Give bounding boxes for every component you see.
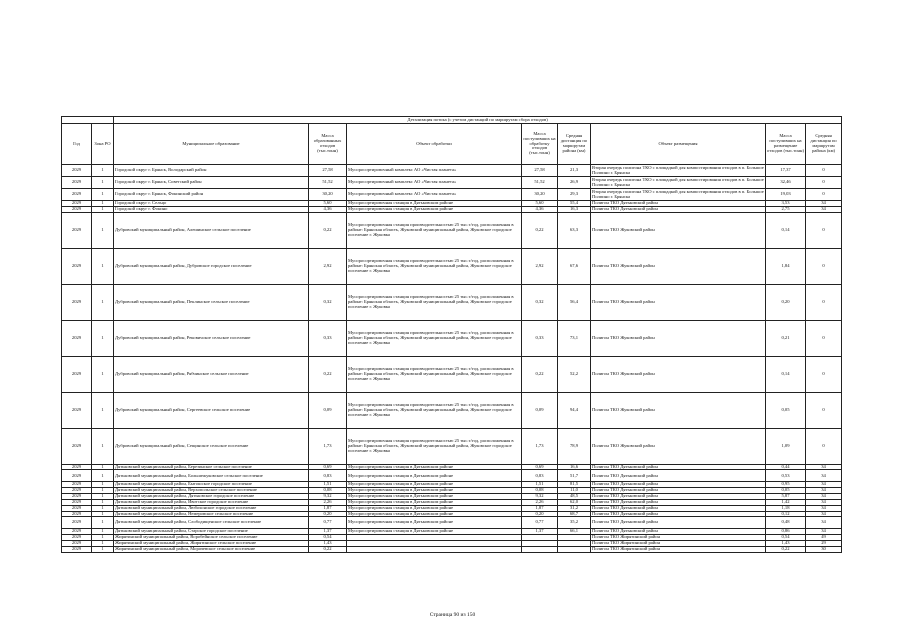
cell-municipality: Городской округ г. Брянск, Фокинский район [114, 189, 309, 201]
cell-zone: 1 [92, 165, 114, 177]
cell-year: 2029 [62, 517, 92, 529]
cell-avg-distance: 66,1 [558, 529, 591, 535]
cell-zone: 1 [92, 494, 114, 500]
cell-year: 2029 [62, 248, 92, 284]
cell-mass-processed: 51,52 [522, 177, 558, 189]
cell-avg-distance-2: 0 [806, 212, 842, 248]
cell-placement-object: Полигон ТКО Жуковский район [591, 428, 766, 464]
cell-year: 2029 [62, 546, 92, 552]
cell-processing-object: Мусоросортировочная станция в Дятьковском районе [347, 505, 522, 511]
cell-mass-placed: 0,22 [766, 546, 806, 552]
cell-avg-distance: 68,7 [558, 511, 591, 517]
cell-mass-placed: 0,95 [766, 482, 806, 488]
cell-mass-placed: 0,14 [766, 356, 806, 392]
cell-mass-formed: 2,92 [309, 248, 347, 284]
cell-avg-distance-2: 30 [806, 546, 842, 552]
cell-mass-formed: 1,43 [309, 540, 347, 546]
cell-mass-processed: 0,08 [522, 488, 558, 494]
cell-avg-distance-2: 34 [806, 482, 842, 488]
cell-mass-placed: 0,86 [766, 529, 806, 535]
cell-mass-formed: 27,58 [309, 165, 347, 177]
cell-municipality: Дубровский муниципальный район, Сещинское сельское поселение [114, 428, 309, 464]
table-row [62, 517, 842, 529]
cell-placement-object: Вторая очередь полигона ТКО с площадкой для компостирования отходов в п. Большое Полпино г. Брянска [592, 164, 764, 175]
cell-mass-processed: 30,20 [522, 189, 558, 201]
cell-municipality: Городской округ г. Фокино [114, 206, 309, 212]
page-number: Страница 90 из 150 [429, 612, 476, 618]
cell-processing-object: Мусоросортировочная станция производительностью 25 тыс.т/год, расположенная в районе: Брянская область, Жуковский муниципальный район, Жуковское городское поселение г. Жуковка [347, 392, 522, 428]
cell-municipality: Дятьковский муниципальный район, Бытошское городское поселение [114, 482, 309, 488]
cell-mass-placed: 1,43 [766, 540, 806, 546]
table-row [62, 212, 842, 248]
cell-zone: 1 [92, 320, 114, 356]
cell-avg-distance-2: 49 [806, 535, 842, 541]
cell-placement-object: Полигон ТКО Дятьковский район [591, 499, 766, 505]
cell-mass-formed: 0,32 [309, 284, 347, 320]
cell-zone: 1 [92, 535, 114, 541]
cell-placement-object: Полигон ТКО Дятьковский район [591, 482, 766, 488]
cell-year: 2029 [62, 482, 92, 488]
cell-zone: 1 [92, 540, 114, 546]
cell-municipality: Дятьковский муниципальный район, Березинское сельское поселение [114, 464, 309, 470]
cell-mass-processed: 0,69 [522, 464, 558, 470]
cell-zone: 1 [92, 201, 114, 207]
cell-zone: 1 [92, 248, 114, 284]
cell-year: 2029 [62, 320, 92, 356]
cell-mass-placed: 0,53 [766, 470, 806, 482]
cell-avg-distance: 21,3 [558, 165, 591, 177]
cell-year: 2029 [62, 464, 92, 470]
cell-placement-object: Полигон ТКО Жирятинский район [591, 540, 766, 546]
cell-mass-processed: 1,37 [522, 529, 558, 535]
cell-year: 2029 [62, 189, 92, 201]
cell-mass-formed: 0,22 [309, 546, 347, 552]
cell-avg-distance-2: 0 [806, 320, 842, 356]
cell-avg-distance-2: 0 [806, 356, 842, 392]
cell-avg-distance-2: 34 [806, 206, 842, 212]
cell-municipality: Городской округ г. Брянск, Володарский район [114, 165, 309, 177]
cell-mass-formed: 0,33 [309, 320, 347, 356]
cell-mass-processed: 1,51 [522, 482, 558, 488]
cell-zone: 1 [92, 470, 114, 482]
cell-mass-formed: 0,54 [309, 535, 347, 541]
table-row [62, 470, 842, 482]
cell-year: 2029 [62, 494, 92, 500]
cell-year: 2029 [62, 284, 92, 320]
cell-zone: 1 [92, 284, 114, 320]
cell-year: 2029 [62, 535, 92, 541]
cell-mass-processed: 0,22 [522, 356, 558, 392]
cell-avg-distance: 55,4 [558, 201, 591, 207]
cell-avg-distance-2: 0 [806, 248, 842, 284]
cell-mass-placed: 5,87 [766, 494, 806, 500]
cell-mass-processed: 0,20 [522, 511, 558, 517]
cell-municipality: Дятьковский муниципальный район, Верхопольское сельское поселение [114, 488, 309, 494]
cell-mass-processed: 0,77 [522, 517, 558, 529]
cell-processing-object: Мусоросортировочная станция в Дятьковском районе [347, 464, 522, 470]
cell-processing-object: Мусоросортировочная станция в Дятьковском районе [347, 488, 522, 494]
cell-avg-distance-2: 0 [806, 189, 842, 201]
table-row [62, 177, 842, 189]
cell-processing-object: Мусоросортировочный комплекс АО «Чистая планета» [347, 177, 522, 189]
cell-processing-object: Мусоросортировочная станция в Дятьковском районе [347, 482, 522, 488]
cell-processing-object: Мусоросортировочный комплекс АО «Чистая планета» [347, 189, 522, 201]
cell-avg-distance-2: 34 [806, 494, 842, 500]
cell-mass-formed: 1,37 [309, 529, 347, 535]
cell-municipality: Дятьковский муниципальный район, Дятьковское городское поселение [114, 494, 309, 500]
cell-avg-distance: 56,4 [558, 284, 591, 320]
cell-zone: 1 [92, 546, 114, 552]
cell-year: 2029 [62, 428, 92, 464]
cell-municipality: Дубровский муниципальный район, Алешинское сельское поселение [114, 212, 309, 248]
cell-municipality: Дубровский муниципальный район, Пеклинское сельское поселение [114, 284, 309, 320]
header-processing-object: Объект обработки [347, 124, 522, 165]
cell-year: 2029 [62, 177, 92, 189]
cell-mass-formed: 0,77 [309, 517, 347, 529]
cell-mass-placed: 0,05 [766, 488, 806, 494]
cell-mass-formed: 4,36 [309, 206, 347, 212]
cell-processing-object: Мусоросортировочная станция в Дятьковском районе [347, 529, 522, 535]
cell-mass-processed: 0,09 [522, 392, 558, 428]
cell-mass-processed: 2,92 [522, 248, 558, 284]
cell-zone: 1 [92, 464, 114, 470]
cell-placement-object: Полигон ТКО Дятьковский район [591, 517, 766, 529]
cell-avg-distance: 81,5 [558, 482, 591, 488]
cell-mass-placed: 0,44 [766, 464, 806, 470]
cell-municipality: Жирятинский муниципальный район, Воробейнское сельское поселение [114, 535, 309, 541]
cell-zone: 1 [92, 189, 114, 201]
cell-placement-object: Полигон ТКО Жирятинский район [591, 535, 766, 541]
cell-mass-formed: 51,52 [309, 177, 347, 189]
header-municipality: Муниципальное образование [114, 124, 309, 165]
cell-year: 2029 [62, 505, 92, 511]
header-year: Год [62, 124, 92, 165]
header-mass-formed: Масса образованных отходов (тыс.тонн) [309, 124, 347, 165]
cell-zone: 1 [92, 511, 114, 517]
cell-avg-distance: 11,0 [558, 488, 591, 494]
table-row [62, 392, 842, 428]
cell-mass-formed: 0,22 [309, 356, 347, 392]
cell-mass-formed: 0,22 [309, 212, 347, 248]
cell-mass-processed: 27,58 [522, 165, 558, 177]
cell-avg-distance: 73,1 [558, 320, 591, 356]
cell-placement-object: Полигон ТКО Дятьковский район [591, 505, 766, 511]
cell-zone: 1 [92, 517, 114, 529]
cell-zone: 1 [92, 488, 114, 494]
cell-avg-distance-2: 34 [806, 529, 842, 535]
cell-mass-placed: 32,46 [766, 177, 806, 189]
cell-mass-placed: 0,21 [766, 320, 806, 356]
cell-placement-object: Полигон ТКО Жирятинский район [591, 546, 766, 552]
cell-processing-object: Мусоросортировочная станция производительностью 25 тыс.т/год, расположенная в районе: Брянская область, Жуковский муниципальный район, Жуковское городское поселение г. Жуковка [347, 284, 522, 320]
cell-placement-object: Полигон ТКО Дятьковский район [591, 206, 766, 212]
cell-mass-processed: 1,73 [522, 428, 558, 464]
cell-year: 2029 [62, 511, 92, 517]
cell-mass-processed: 0,22 [522, 212, 558, 248]
cell-mass-formed: 30,20 [309, 189, 347, 201]
cell-avg-distance: 52,2 [558, 356, 591, 392]
cell-municipality: Дубровский муниципальный район, Дубровское городское поселение [114, 248, 309, 284]
cell-mass-formed: 1,51 [309, 482, 347, 488]
waste-flow-table [61, 116, 842, 553]
cell-mass-formed: 0,09 [309, 392, 347, 428]
cell-placement-object: Вторая очередь полигона ТКО с площадкой для компостирования отходов в п. Большое Полпино г. Брянска [592, 188, 764, 199]
cell-avg-distance-2: 0 [806, 177, 842, 189]
cell-zone: 1 [92, 529, 114, 535]
cell-year: 2029 [62, 356, 92, 392]
cell-municipality: Дятьковский муниципальный район, Большежуковское сельское поселение [114, 470, 309, 482]
cell-placement-object: Полигон ТКО Дятьковский район [591, 511, 766, 517]
cell-municipality: Дятьковский муниципальный район, Любохонское городское поселение [114, 505, 309, 511]
table-row [62, 248, 842, 284]
cell-avg-distance: 62,0 [558, 499, 591, 505]
cell-avg-distance: 31,2 [558, 505, 591, 511]
cell-placement-object: Полигон ТКО Дятьковский район [591, 470, 766, 482]
cell-year: 2029 [62, 529, 92, 535]
cell-zone: 1 [92, 482, 114, 488]
cell-processing-object: Мусоросортировочная станция в Дятьковском районе [347, 201, 522, 207]
header-avg-distance: Средняя дистанция по маршрутам района (км) [558, 124, 591, 165]
cell-mass-placed: 17,37 [766, 165, 806, 177]
cell-mass-processed: 0,83 [522, 470, 558, 482]
cell-avg-distance: 63,3 [558, 212, 591, 248]
cell-mass-placed: 3,53 [766, 201, 806, 207]
cell-mass-processed: 9,32 [522, 494, 558, 500]
cell-placement-object: Полигон ТКО Жуковский район [591, 212, 766, 248]
cell-mass-formed: 1,87 [309, 505, 347, 511]
cell-avg-distance-2: 0 [806, 165, 842, 177]
header-placement-object: Объект размещения [591, 124, 766, 165]
cell-processing-object: Мусоросортировочная станция в Дятьковском районе [347, 499, 522, 505]
header-mass-processed: Масса поступивших на обработку отходов (тыс.тонн) [522, 124, 558, 165]
cell-year: 2029 [62, 499, 92, 505]
table-row [62, 428, 842, 464]
cell-processing-object: Мусоросортировочная станция в Дятьковском районе [347, 517, 522, 529]
cell-year: 2029 [62, 540, 92, 546]
cell-mass-formed: 2,26 [309, 499, 347, 505]
cell-year: 2029 [62, 488, 92, 494]
cell-zone: 1 [92, 212, 114, 248]
cell-placement-object: Полигон ТКО Жуковский район [591, 248, 766, 284]
cell-avg-distance-2: 34 [806, 499, 842, 505]
cell-avg-distance: 78,9 [558, 428, 591, 464]
cell-avg-distance: 16,6 [558, 464, 591, 470]
cell-zone: 1 [92, 392, 114, 428]
cell-year: 2029 [62, 392, 92, 428]
cell-zone: 1 [92, 356, 114, 392]
cell-avg-distance-2: 34 [806, 517, 842, 529]
cell-avg-distance-2: 0 [806, 284, 842, 320]
cell-mass-placed: 1,18 [766, 505, 806, 511]
cell-municipality: Дятьковский муниципальный район, Старское городское поселение [114, 529, 309, 535]
cell-mass-placed: 0,48 [766, 517, 806, 529]
cell-processing-object: Мусоросортировочная станция в Дятьковском районе [347, 511, 522, 517]
cell-mass-processed: 5,60 [522, 201, 558, 207]
cell-avg-distance-2: 0 [806, 428, 842, 464]
cell-avg-distance: 29,3 [558, 189, 591, 201]
table-body [62, 165, 842, 553]
cell-mass-placed: 0,20 [766, 284, 806, 320]
cell-avg-distance: 48,5 [558, 494, 591, 500]
cell-placement-object: Полигон ТКО Жуковский район [591, 356, 766, 392]
cell-processing-object: Мусоросортировочная станция производительностью 25 тыс.т/год, расположенная в районе: Брянская область, Жуковский муниципальный район, Жуковское городское поселение г. Жуковка [347, 356, 522, 392]
cell-mass-placed: 0,05 [766, 392, 806, 428]
cell-mass-placed: 1,42 [766, 499, 806, 505]
cell-mass-formed: 0,20 [309, 511, 347, 517]
cell-avg-distance-2: 34 [806, 511, 842, 517]
cell-avg-distance: 26,9 [558, 177, 591, 189]
cell-mass-formed: 1,73 [309, 428, 347, 464]
cell-avg-distance-2: 0 [806, 392, 842, 428]
cell-processing-object: Мусоросортировочная станция производительностью 25 тыс.т/год, расположенная в районе: Брянская область, Жуковский муниципальный район, Жуковское городское поселение г. Жуковка [347, 320, 522, 356]
cell-municipality: Дятьковский муниципальный район, Немеровское сельское поселение [114, 511, 309, 517]
cell-placement-object: Вторая очередь полигона ТКО с площадкой для компостирования отходов в п. Большое Полпино г. Брянска [592, 176, 764, 187]
table-row [62, 284, 842, 320]
cell-processing-object: Мусоросортировочная станция производительностью 25 тыс.т/год, расположенная в районе: Брянская область, Жуковский муниципальный район, Жуковское городское поселение г. Жуковка [347, 428, 522, 464]
cell-municipality: Дятьковский муниципальный район, Слободищенское сельское поселение [114, 517, 309, 529]
cell-processing-object [347, 546, 522, 552]
table-row [62, 356, 842, 392]
header-mass-placed: Масса поступивших на размещение отходов (тыс.тонн) [766, 124, 806, 165]
cell-mass-processed: 0,32 [522, 284, 558, 320]
cell-zone: 1 [92, 206, 114, 212]
cell-avg-distance-2: 34 [806, 201, 842, 207]
cell-mass-placed: 0,14 [766, 212, 806, 248]
cell-placement-object: Полигон ТКО Жуковский район [591, 320, 766, 356]
cell-mass-placed: 1,09 [766, 428, 806, 464]
cell-mass-processed: 4,36 [522, 206, 558, 212]
table-row [62, 546, 842, 552]
cell-avg-distance: 94,4 [558, 392, 591, 428]
cell-zone: 1 [92, 505, 114, 511]
caption-spacer [62, 117, 114, 124]
cell-placement-object: Полигон ТКО Дятьковский район [591, 464, 766, 470]
cell-avg-distance [558, 546, 591, 552]
table-caption: Детализация потока (с учетом дистанций по маршрутам сбора отходов) [114, 117, 842, 124]
cell-processing-object: Мусоросортировочная станция производительностью 25 тыс.т/год, расположенная в районе: Брянская область, Жуковский муниципальный район, Жуковское городское поселение г. Жуковка [347, 248, 522, 284]
header-zone: Зона РО [92, 124, 114, 165]
cell-processing-object: Мусоросортировочная станция в Дятьковском районе [347, 470, 522, 482]
cell-municipality: Дубровский муниципальный район, Рябчинское сельское поселение [114, 356, 309, 392]
cell-placement-object: Полигон ТКО Жуковский район [591, 392, 766, 428]
cell-avg-distance: 67,6 [558, 248, 591, 284]
header-avg-distance-2: Средняя дистанция по маршрутам района (км) [806, 124, 842, 165]
cell-mass-placed: 1,84 [766, 248, 806, 284]
cell-placement-object: Полигон ТКО Дятьковский район [591, 488, 766, 494]
cell-mass-formed: 5,60 [309, 201, 347, 207]
cell-avg-distance: 51,7 [558, 470, 591, 482]
cell-mass-processed: 2,26 [522, 499, 558, 505]
cell-mass-formed: 9,32 [309, 494, 347, 500]
cell-year: 2029 [62, 470, 92, 482]
cell-zone: 1 [92, 499, 114, 505]
cell-year: 2029 [62, 165, 92, 177]
cell-mass-placed: 0,54 [766, 535, 806, 541]
cell-processing-object: Мусоросортировочная станция в Дятьковском районе [347, 494, 522, 500]
cell-processing-object: Мусоросортировочная станция в Дятьковском районе [347, 206, 522, 212]
cell-mass-placed: 2,75 [766, 206, 806, 212]
table-row [62, 165, 842, 177]
cell-year: 2029 [62, 212, 92, 248]
cell-avg-distance-2: 29 [806, 540, 842, 546]
cell-avg-distance: 35,2 [558, 517, 591, 529]
cell-municipality: Жирятинский муниципальный район, Жирятинское сельское поселение [114, 540, 309, 546]
cell-municipality: Городской округ г. Брянск, Советский район [114, 177, 309, 189]
cell-year: 2029 [62, 201, 92, 207]
cell-avg-distance: 16,3 [558, 206, 591, 212]
cell-municipality: Жирятинский муниципальный район, Морачевское сельское поселение [114, 546, 309, 552]
cell-mass-placed: 19,03 [766, 189, 806, 201]
cell-mass-formed: 0,83 [309, 470, 347, 482]
cell-avg-distance-2: 34 [806, 470, 842, 482]
cell-avg-distance-2: 34 [806, 505, 842, 511]
cell-municipality: Дятьковский муниципальный район, Ивотское городское поселение [114, 499, 309, 505]
cell-mass-processed: 0,33 [522, 320, 558, 356]
cell-municipality: Городской округ г. Сельцо [114, 201, 309, 207]
cell-avg-distance-2: 34 [806, 488, 842, 494]
cell-mass-formed: 0,69 [309, 464, 347, 470]
table-row [62, 320, 842, 356]
cell-placement-object: Полигон ТКО Жуковский район [591, 284, 766, 320]
cell-zone: 1 [92, 177, 114, 189]
cell-mass-processed [522, 546, 558, 552]
cell-placement-object: Полигон ТКО Дятьковский район [591, 201, 766, 207]
cell-municipality: Дубровский муниципальный район, Рековичское сельское поселение [114, 320, 309, 356]
cell-placement-object: Полигон ТКО Дятьковский район [591, 494, 766, 500]
cell-processing-object: Мусоросортировочный комплекс АО «Чистая планета» [347, 165, 522, 177]
table-row [62, 189, 842, 201]
cell-avg-distance-2: 34 [806, 464, 842, 470]
cell-mass-formed: 0,08 [309, 488, 347, 494]
cell-year: 2029 [62, 206, 92, 212]
cell-mass-placed: 0,12 [766, 511, 806, 517]
cell-municipality: Дубровский муниципальный район, Сергеевское сельское поселение [114, 392, 309, 428]
cell-processing-object: Мусоросортировочная станция производительностью 25 тыс.т/год, расположенная в районе: Брянская область, Жуковский муниципальный район, Жуковское городское поселение г. Жуковка [347, 212, 522, 248]
cell-placement-object: Полигон ТКО Дятьковский район [591, 529, 766, 535]
cell-mass-processed: 1,87 [522, 505, 558, 511]
cell-zone: 1 [92, 428, 114, 464]
